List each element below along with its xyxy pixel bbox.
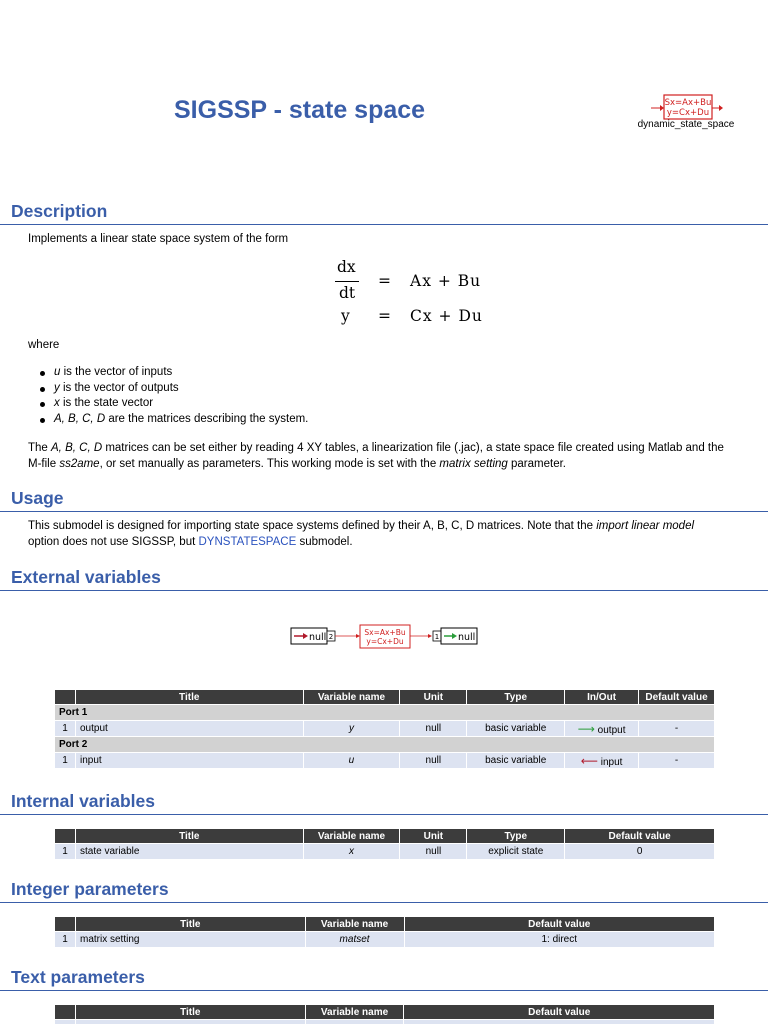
table-row: 1 output y null basic variable ⟶ output - (55, 721, 715, 737)
dynstatespace-link[interactable]: DYNSTATESPACE (198, 536, 297, 548)
where-label: where (28, 339, 60, 351)
icon-line-2: y=Cx+Du (666, 108, 710, 118)
fraction-bar (335, 281, 359, 282)
description-intro: Implements a linear state space system of the form (28, 233, 289, 245)
list-item: x is the state vector (54, 396, 308, 412)
table-row: 1 matrix setting matset 1: direct (55, 932, 715, 948)
right-null-label: null (458, 632, 476, 643)
usage-heading: Usage (11, 488, 64, 508)
external-variables-divider (0, 590, 768, 591)
table-row: 1 state variable x null explicit state 0 (55, 844, 715, 860)
external-connection-diagram (290, 624, 480, 650)
description-divider (0, 224, 768, 225)
eq-numerator: dx (337, 258, 356, 276)
eq-rhs-1: Ax + Bu (410, 272, 482, 290)
usage-divider (0, 511, 768, 512)
icon-line-1: Sx=Ax+Bu (664, 98, 712, 108)
port-row: Port 2 (55, 737, 715, 753)
port-row: Port 1 (55, 705, 715, 721)
integer-parameters-heading: Integer parameters (11, 879, 169, 899)
text-parameters-divider (0, 990, 768, 991)
icon-caption: dynamic_state_space (637, 119, 735, 130)
internal-variables-divider (0, 814, 768, 815)
left-port-number: 2 (328, 633, 334, 641)
description-heading: Description (11, 201, 108, 221)
integer-parameters-table (54, 916, 715, 948)
list-item: A, B, C, D are the matrices describing the system. (54, 412, 308, 428)
eq-denominator: dt (339, 284, 356, 302)
table-row: 1 input u null basic variable ⟵ input - (55, 753, 715, 769)
table-row (55, 1020, 715, 1024)
internal-variables-heading: Internal variables (11, 791, 155, 811)
usage-paragraph: This submodel is designed for importing state space systems defined by their A, B, C, D matrices. Note that the import linear model option does not use SIGSSP, but DYNSTATESPACE submodel. (28, 520, 695, 548)
table-header-row: Title Variable name Default value (55, 917, 715, 932)
table-header-row: Title Variable name Unit Type Default value (55, 829, 715, 844)
output-arrow-icon: ⟶ (577, 721, 595, 736)
diagram-box-line-2: y=Cx+Du (366, 637, 404, 646)
text-parameters-table (54, 1004, 715, 1024)
page-title: SIGSSP - state space (174, 96, 426, 124)
list-item: u is the vector of inputs (54, 365, 308, 381)
integer-parameters-divider (0, 902, 768, 903)
text-parameters-heading: Text parameters (11, 967, 145, 987)
right-port-number: 1 (434, 633, 440, 641)
eq-rhs-2: Cx + Du (410, 307, 483, 325)
eq-lhs-2: y (341, 307, 350, 325)
table-header-row: Title Variable name Unit Type In/Out Default value (55, 690, 715, 705)
input-arrow-icon: ⟵ (580, 753, 598, 768)
variable-list (54, 365, 308, 427)
eq-equals-1: = (378, 272, 391, 290)
list-item: y is the vector of outputs (54, 381, 308, 397)
external-variables-table (54, 689, 715, 769)
diagram-box-line-1: Sx=Ax+Bu (364, 628, 406, 637)
internal-variables-table (54, 828, 715, 860)
left-null-label: null (309, 632, 327, 643)
external-variables-heading: External variables (11, 567, 161, 587)
matrix-setting-paragraph: The A, B, C, D matrices can be set either by reading 4 XY tables, a linearization file (.jac), a state space file created using Matlab and the M-file ss2ame, or set manually as parameters. This working mode is set with the matrix setting parameter. (28, 442, 724, 470)
table-header-row: Title Variable name Default value (55, 1005, 715, 1020)
eq-equals-2: = (378, 307, 391, 325)
